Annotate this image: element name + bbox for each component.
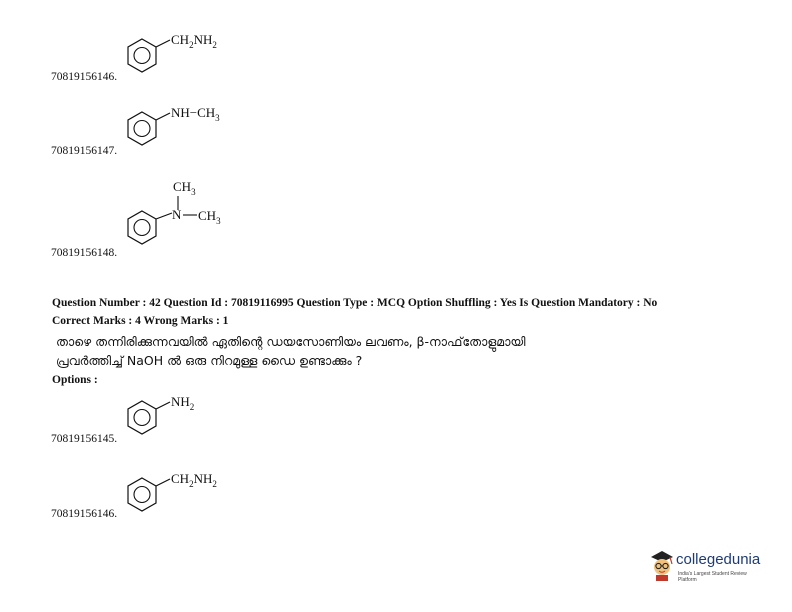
option-id: 70819156147. [51,145,118,157]
svg-text:NH−CH3: $NH-CH_3$ [171,105,220,123]
logo-tagline: India's Largest Student Review Platform [678,571,747,583]
structure-benzylamine [118,28,238,80]
svg-text:CH2NH2: $CH_2NH_2$ [171,32,217,50]
structure-n-n-dimethylaniline [118,176,258,251]
logo-name: collegedunia [676,551,761,568]
options-label: Options : [52,374,98,386]
collegedunia-logo [648,549,766,581]
question-text: പ്രവർത്തിച്ച് NaOH ൽ ഒരു നിറമുള്ള ഡൈ ഉണ്ടാക്കും ? [56,353,363,368]
mascot-icon [648,549,676,581]
structure-n-methylaniline [118,101,248,153]
svg-text:CH3: $CH_3$ [173,179,196,197]
svg-text:N: N [172,207,182,222]
svg-text:CH2NH2: $CH_2NH_2$ [171,471,217,489]
structure-benzylamine [118,467,238,519]
marks-info: Correct Marks : 4 Wrong Marks : 1 [52,315,229,327]
option-id: 70819156146. [51,508,118,520]
option-id: 70819156145. [51,433,118,445]
question-header: Question Number : 42 Question Id : 70819116995 Question Type : MCQ Option Shuffling : Yes Is Question Mandatory : No [52,297,658,309]
question-text: താഴെ തന്നിരിക്കുന്നവയിൽ ഏതിന്റെ ഡയസോണിയം ലവണം, β-നാഫ്‌തോളുമായി [56,334,526,349]
svg-text:CH3: $CH_3$ [198,208,221,226]
svg-text:NH2: $NH_2$ [171,394,195,412]
structure-aniline [118,390,218,442]
option-id: 70819156146. [51,71,118,83]
option-id: 70819156148. [51,247,118,259]
